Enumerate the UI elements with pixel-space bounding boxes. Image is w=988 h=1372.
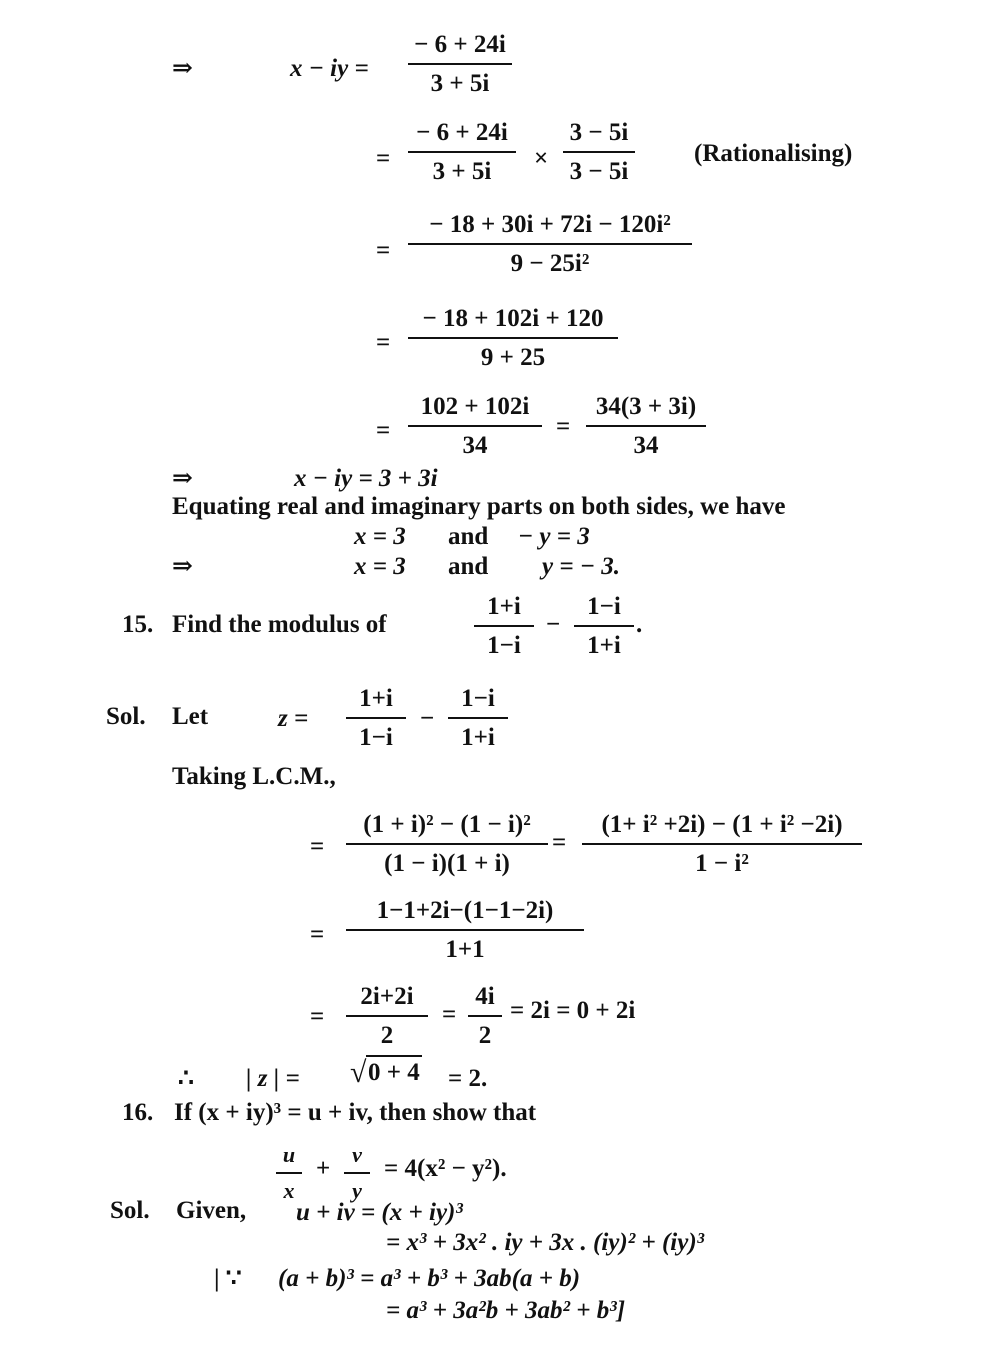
equals-sign: = — [310, 921, 325, 948]
fraction-2b — [563, 120, 635, 184]
sol15-step1-numerator: (1 + i)² − (1 − i)² — [363, 811, 531, 838]
sol15-step3-denominator: 2 — [346, 1015, 428, 1048]
fraction-3-denominator: 9 − 25i² — [408, 243, 692, 276]
rationalising-note: (Rationalising) — [694, 140, 853, 167]
q15-fraction-2 — [574, 594, 634, 658]
sol15-step2-denominator: 1+1 — [346, 929, 584, 962]
x-denominator: x — [276, 1172, 302, 1202]
let-word: Let — [172, 703, 209, 730]
u-numerator: u — [282, 1142, 296, 1167]
fraction-3-numerator: − 18 + 30i + 72i − 120i² — [429, 211, 671, 238]
and-word: and — [448, 553, 489, 580]
fraction-1-numerator: − 6 + 24i — [414, 31, 506, 58]
fraction-2b-denominator: 3 − 5i — [563, 151, 635, 184]
sol15-fraction-2-numerator: 1−i — [461, 685, 495, 712]
sol15-step1-fraction — [346, 812, 548, 876]
modulus-result: = 2. — [448, 1065, 488, 1092]
v-numerator: v — [352, 1142, 362, 1167]
minus-y-equals-3: − y = 3 — [518, 523, 590, 550]
v-over-y — [344, 1144, 370, 1202]
equals-sign: = — [376, 417, 391, 444]
equals-sign: = — [556, 413, 571, 440]
question-16-number: 16. — [122, 1099, 154, 1126]
implies-arrow: ⇒ — [172, 55, 193, 82]
minus-sign: − — [420, 705, 435, 732]
fraction-4-denominator: 9 + 25 — [408, 337, 618, 370]
fraction-5a — [408, 394, 542, 458]
sol15-step1b-denominator: 1 − i² — [582, 843, 862, 876]
fraction-2a-numerator: − 6 + 24i — [416, 119, 508, 146]
period: . — [636, 611, 643, 638]
since-symbol: | ∵ — [214, 1265, 242, 1292]
sqrt-sign: √ — [350, 1056, 367, 1089]
sol16-line-4: = a³ + 3a²b + 3ab² + b³] — [386, 1297, 626, 1324]
question-15-text: Find the modulus of — [172, 611, 387, 638]
fraction-2a-denominator: 3 + 5i — [408, 151, 516, 184]
question-15-number: 15. — [122, 611, 154, 638]
z-equals: z = — [278, 705, 309, 732]
given-word: Given, — [176, 1197, 247, 1224]
equals-sign: = — [552, 829, 567, 856]
fraction-2a — [408, 120, 516, 184]
sol15-fraction-1-numerator: 1+i — [359, 685, 393, 712]
and-word: and — [448, 523, 489, 550]
q15-fraction-1-denominator: 1−i — [474, 625, 534, 658]
sol15-step3-tail: = 2i = 0 + 2i — [510, 997, 636, 1024]
fraction-2b-numerator: 3 − 5i — [569, 119, 629, 146]
therefore-sign: ∴ — [178, 1065, 194, 1092]
u-over-x — [276, 1144, 302, 1202]
equating-sentence: Equating real and imaginary parts on both sides, we have — [172, 493, 786, 520]
sol15-step3b-denominator: 2 — [468, 1015, 502, 1048]
equals-sign: = — [310, 1003, 325, 1030]
equals-sign: = — [376, 329, 391, 356]
sqrt-radicand: 0 + 4 — [366, 1060, 422, 1085]
fraction-5b — [586, 394, 706, 458]
plus-sign: + — [316, 1155, 331, 1182]
sol15-step3b-fraction — [468, 984, 502, 1048]
sol15-step3-numerator: 2i+2i — [360, 983, 414, 1010]
solution-label: Sol. — [110, 1197, 150, 1224]
fraction-1 — [408, 32, 512, 96]
solution-label: Sol. — [106, 703, 146, 730]
sol15-fraction-1 — [346, 686, 406, 750]
sol16-line-3: (a + b)³ = a³ + b³ + 3ab(a + b) — [278, 1265, 581, 1292]
x-equals-3: x = 3 — [354, 553, 406, 580]
q16-rhs: = 4(x² − y²). — [384, 1155, 507, 1182]
sol15-step3b-numerator: 4i — [475, 983, 495, 1010]
equals-sign: = — [376, 237, 391, 264]
y-equals-minus-3: y = − 3. — [542, 553, 620, 580]
implies-arrow: ⇒ — [172, 553, 193, 580]
fraction-5b-denominator: 34 — [586, 425, 706, 458]
fraction-5b-numerator: 34(3 + 3i) — [595, 393, 697, 420]
fraction-1-denominator: 3 + 5i — [408, 63, 512, 96]
question-16-text: If (x + iy)³ = u + iv, then show that — [174, 1099, 537, 1126]
minus-sign: − — [546, 611, 561, 638]
x-equals-3: x = 3 — [354, 523, 406, 550]
fraction-5a-denominator: 34 — [408, 425, 542, 458]
lhs-x-minus-iy: x − iy = — [290, 55, 369, 82]
sol15-fraction-1-denominator: 1−i — [346, 717, 406, 750]
fraction-5a-numerator: 102 + 102i — [420, 393, 530, 420]
sol15-step1b-numerator: (1+ i² +2i) − (1 + i² −2i) — [601, 811, 843, 838]
q15-fraction-2-numerator: 1−i — [587, 593, 621, 620]
taking-lcm: Taking L.C.M., — [172, 763, 336, 790]
y-denominator: y — [344, 1172, 370, 1202]
sol15-step2-numerator: 1−1+2i−(1−1−2i) — [376, 897, 554, 924]
fraction-4 — [408, 306, 618, 370]
fraction-4-numerator: − 18 + 102i + 120 — [422, 305, 604, 332]
sol15-fraction-2 — [448, 686, 508, 750]
sol15-step2-fraction — [346, 898, 584, 962]
fraction-3 — [408, 212, 692, 276]
result-line: x − iy = 3 + 3i — [294, 465, 438, 492]
sol16-line-2: = x³ + 3x² . iy + 3x . (iy)² + (iy)³ — [386, 1229, 705, 1256]
implies-arrow: ⇒ — [172, 465, 193, 492]
sol15-step1-denominator: (1 − i)(1 + i) — [346, 843, 548, 876]
q15-fraction-1-numerator: 1+i — [487, 593, 521, 620]
equals-sign: = — [310, 833, 325, 860]
modulus-z: | z | = — [246, 1065, 300, 1092]
equals-sign: = — [376, 145, 391, 172]
sol15-fraction-2-denominator: 1+i — [448, 717, 508, 750]
sol15-step1b-fraction — [582, 812, 862, 876]
q15-fraction-1 — [474, 594, 534, 658]
sol15-step3-fraction — [346, 984, 428, 1048]
times-sign: × — [534, 145, 549, 172]
q15-fraction-2-denominator: 1+i — [574, 625, 634, 658]
equals-sign: = — [442, 1001, 457, 1028]
sol16-line-1: u + iv = (x + iy)³ — [296, 1199, 463, 1226]
